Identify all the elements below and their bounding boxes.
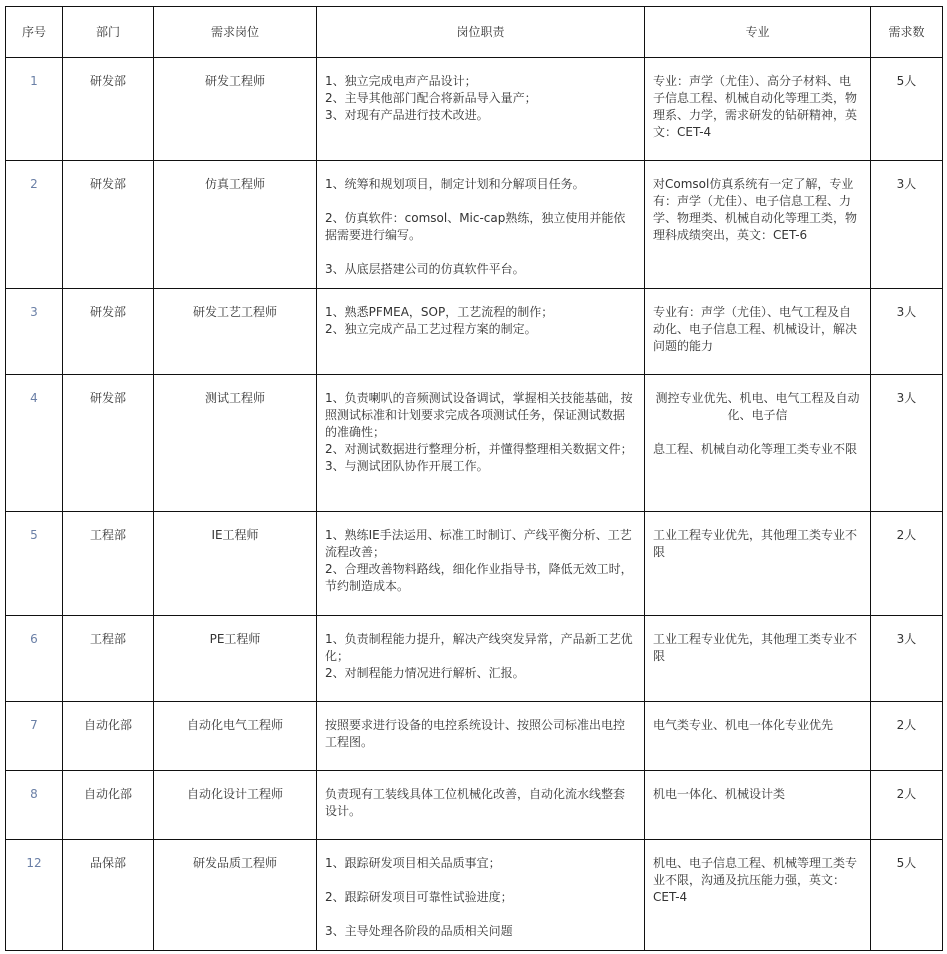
row-seq: 5 bbox=[6, 512, 63, 616]
duty-line: 3、与测试团队协作开展工作。 bbox=[325, 459, 489, 473]
row-seq: 3 bbox=[6, 289, 63, 375]
row-duties bbox=[317, 771, 645, 840]
row-major bbox=[645, 58, 871, 161]
row-position: 自动化电气工程师 bbox=[154, 702, 317, 771]
row-dept: 研发部 bbox=[63, 161, 154, 289]
row-duties bbox=[317, 289, 645, 375]
major-text: 工业工程专业优先，其他理工类专业不限 bbox=[653, 632, 858, 663]
table-row bbox=[6, 616, 943, 702]
row-count: 2人 bbox=[871, 771, 943, 840]
duty-line: 1、负责喇叭的音频测试设备调试，掌握相关技能基础，按照测试标准和计划要求完成各项测试任务，保证测试数据的准确性； bbox=[325, 391, 633, 439]
row-duties bbox=[317, 375, 645, 512]
header-dept: 部门 bbox=[63, 7, 154, 58]
header-major: 专业 bbox=[645, 7, 871, 58]
row-dept: 研发部 bbox=[63, 289, 154, 375]
row-dept: 研发部 bbox=[63, 375, 154, 512]
duty-line: 3、对现有产品进行技术改进。 bbox=[325, 108, 489, 122]
row-seq: 1 bbox=[6, 58, 63, 161]
row-seq: 8 bbox=[6, 771, 63, 840]
recruitment-table bbox=[5, 6, 943, 951]
duty-line: 1、跟踪研发项目相关品质事宜； bbox=[325, 856, 501, 870]
row-duties bbox=[317, 702, 645, 771]
row-duties bbox=[317, 512, 645, 616]
row-position: 测试工程师 bbox=[154, 375, 317, 512]
duty-line: 2、独立完成产品工艺过程方案的制定。 bbox=[325, 322, 537, 336]
row-position: 研发品质工程师 bbox=[154, 840, 317, 951]
table-row bbox=[6, 512, 943, 616]
row-dept: 自动化部 bbox=[63, 702, 154, 771]
row-major bbox=[645, 771, 871, 840]
row-major bbox=[645, 840, 871, 951]
duty-line: 2、主导其他部门配合将新品导入量产； bbox=[325, 91, 537, 105]
row-count: 3人 bbox=[871, 289, 943, 375]
row-seq: 2 bbox=[6, 161, 63, 289]
header-duties: 岗位职责 bbox=[317, 7, 645, 58]
row-duties bbox=[317, 58, 645, 161]
duty-line: 1、统筹和规划项目，制定计划和分解项目任务。 bbox=[325, 177, 585, 191]
table-row bbox=[6, 702, 943, 771]
duty-line: 1、负责制程能力提升，解决产线突发异常，产品新工艺优化； bbox=[325, 632, 633, 663]
row-major bbox=[645, 375, 871, 512]
row-duties bbox=[317, 161, 645, 289]
duty-line: 2、合理改善物料路线，细化作业指导书，降低无效工时，节约制造成本。 bbox=[325, 562, 633, 593]
row-position: 自动化设计工程师 bbox=[154, 771, 317, 840]
duty-line: 3、主导处理各阶段的品质相关问题 bbox=[325, 924, 513, 938]
major-text: 电气类专业、机电一体化专业优先 bbox=[653, 718, 834, 732]
header-position: 需求岗位 bbox=[154, 7, 317, 58]
row-position: 研发工艺工程师 bbox=[154, 289, 317, 375]
row-count: 3人 bbox=[871, 375, 943, 512]
row-seq: 4 bbox=[6, 375, 63, 512]
duty-line: 2、对测试数据进行整理分析，并懂得整理相关数据文件； bbox=[325, 442, 633, 456]
table-row bbox=[6, 161, 943, 289]
duty-line: 1、独立完成电声产品设计； bbox=[325, 74, 477, 88]
row-dept: 研发部 bbox=[63, 58, 154, 161]
row-count: 5人 bbox=[871, 840, 943, 951]
row-major bbox=[645, 616, 871, 702]
header-count: 需求数 bbox=[871, 7, 943, 58]
row-position: 仿真工程师 bbox=[154, 161, 317, 289]
duty-line: 负责现有工装线具体工位机械化改善，自动化流水线整套设计。 bbox=[325, 787, 626, 818]
row-count: 3人 bbox=[871, 616, 943, 702]
row-dept: 工程部 bbox=[63, 616, 154, 702]
duty-line: 1、熟练IE手法运用、标准工时制订、产线平衡分析、工艺流程改善； bbox=[325, 528, 632, 559]
row-duties bbox=[317, 840, 645, 951]
major-text: 息工程、机械自动化等理工类专业不限 bbox=[653, 442, 858, 456]
table-row bbox=[6, 375, 943, 512]
row-dept: 品保部 bbox=[63, 840, 154, 951]
duty-line: 2、对制程能力情况进行解析、汇报。 bbox=[325, 666, 525, 680]
row-count: 2人 bbox=[871, 702, 943, 771]
major-text: 工业工程专业优先，其他理工类专业不限 bbox=[653, 528, 858, 559]
major-text: 专业有：声学（尤佳）、电气工程及自动化、电子信息工程、机械设计，解决问题的能力 bbox=[653, 305, 858, 353]
major-text: 机电、电子信息工程、机械等理工类专业不限，沟通及抗压能力强，英文：CET-4 bbox=[653, 856, 858, 904]
row-seq: 6 bbox=[6, 616, 63, 702]
row-count: 2人 bbox=[871, 512, 943, 616]
row-count: 3人 bbox=[871, 161, 943, 289]
table-row bbox=[6, 840, 943, 951]
row-seq: 12 bbox=[6, 840, 63, 951]
major-text: 机电一体化、机械设计类 bbox=[653, 787, 786, 801]
row-count: 5人 bbox=[871, 58, 943, 161]
duty-line: 1、熟悉PFMEA，SOP，工艺流程的制作； bbox=[325, 305, 554, 319]
major-text: 测控专业优先、机电、电气工程及自动化、电子信 bbox=[655, 391, 860, 422]
row-dept: 工程部 bbox=[63, 512, 154, 616]
duty-line: 2、跟踪研发项目可靠性试验进度； bbox=[325, 890, 513, 904]
row-position: 研发工程师 bbox=[154, 58, 317, 161]
row-major bbox=[645, 702, 871, 771]
table-row bbox=[6, 58, 943, 161]
header-seq: 序号 bbox=[6, 7, 63, 58]
row-duties bbox=[317, 616, 645, 702]
row-position: IE工程师 bbox=[154, 512, 317, 616]
row-major bbox=[645, 161, 871, 289]
major-text: 专业：声学（尤佳）、高分子材料、电子信息工程、机械自动化等理工类，物理系、力学，需求研发的钻研精神，英文：CET-4 bbox=[653, 74, 858, 139]
row-dept: 自动化部 bbox=[63, 771, 154, 840]
row-major bbox=[645, 289, 871, 375]
row-position: PE工程师 bbox=[154, 616, 317, 702]
duty-line: 3、从底层搭建公司的仿真软件平台。 bbox=[325, 262, 525, 276]
duty-line: 2、仿真软件：comsol、Mic-cap熟练，独立使用并能依据需要进行编写。 bbox=[325, 211, 626, 242]
table-row bbox=[6, 289, 943, 375]
row-major bbox=[645, 512, 871, 616]
table-row bbox=[6, 771, 943, 840]
row-seq: 7 bbox=[6, 702, 63, 771]
major-text: 对Comsol仿真系统有一定了解，专业有：声学（尤佳）、电子信息工程、力学、物理类、机械自动化等理工类，物理科成绩突出，英文：CET-6 bbox=[653, 177, 858, 242]
duty-line: 按照要求进行设备的电控系统设计、按照公司标准出电控工程图。 bbox=[325, 718, 626, 749]
header-row bbox=[6, 7, 943, 58]
